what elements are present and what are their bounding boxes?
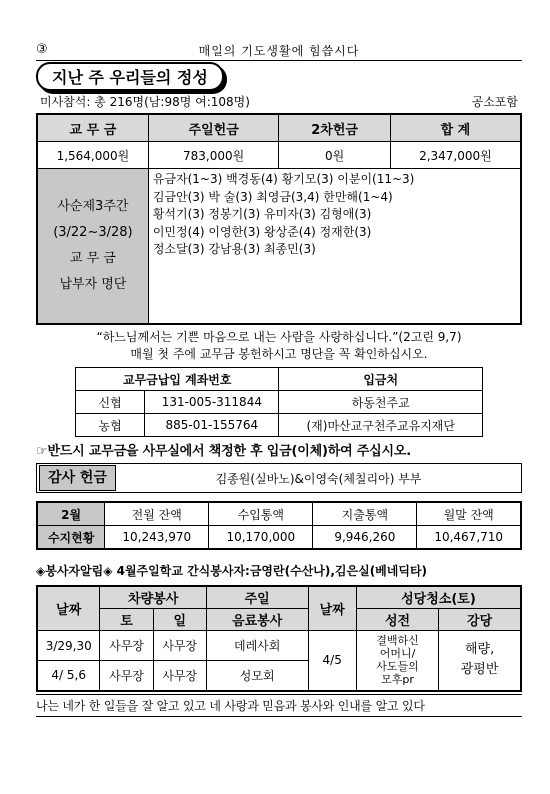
volunteer-sun: 사무장 xyxy=(153,631,206,661)
volunteer-header-vehicle: 차량봉사 xyxy=(100,586,206,609)
finance-value: 10,243,970 xyxy=(105,526,209,550)
section-banner xyxy=(36,63,522,89)
finance-month: 2월 xyxy=(37,502,105,526)
clean-sanctuary-line: 결백하신 xyxy=(376,634,419,648)
account-holder: 하동천주교 xyxy=(279,391,483,414)
page-header xyxy=(36,40,522,60)
account-header: 교무금납입 계좌번호 xyxy=(76,368,279,391)
finance-value: 10,170,000 xyxy=(209,526,313,550)
payers-label-line: 사순제3주간 xyxy=(57,199,129,214)
offering-value-sunday: 783,000원 xyxy=(148,142,279,169)
volunteer-header-date: 날짜 xyxy=(37,586,100,631)
payers-label-line: (3/22~3/28) xyxy=(53,225,133,240)
account-number: 885-01-155764 xyxy=(145,414,279,437)
quote-line: “하느님께서는 기쁜 마음으로 내는 사람을 사랑하십니다.”(2고린 9,7) xyxy=(96,330,462,344)
thanks-label: 감사 헌금 xyxy=(39,465,116,491)
clean-hall-line: 해량, xyxy=(464,642,495,658)
offering-header-second: 2차헌금 xyxy=(279,114,390,142)
volunteer-title: ◈봉사자알림◈ 4월주일학교 간식봉사자:금영란(수산나),김은실(베네딕타) xyxy=(36,564,428,578)
payment-notice: ☞반드시 교무금을 사무실에서 책정한 후 입금(이체)하여 주십시오. xyxy=(36,444,411,459)
account-table xyxy=(75,367,483,437)
quote-line: 매월 첫 주에 교무금 봉헌하시고 명단을 꼭 확인하십시오. xyxy=(130,347,428,361)
finance-header: 수입통액 xyxy=(209,502,313,526)
volunteer-drink: 데레사회 xyxy=(206,631,308,661)
volunteer-header-sat: 토 xyxy=(100,609,153,631)
finance-header: 월말 잔액 xyxy=(417,502,521,526)
offering-table xyxy=(36,113,522,325)
attendance-text: 미사참석: 총 216명(남:98명 여:108명) xyxy=(40,95,250,109)
volunteer-header-hall: 강당 xyxy=(439,609,521,631)
offering-value-dues: 1,564,000원 xyxy=(37,142,148,169)
clean-sanctuary-line: 사도들의 xyxy=(376,660,419,674)
finance-value: 9,946,260 xyxy=(313,526,417,550)
page-number: ③ xyxy=(36,42,48,57)
account-holder: (재)마산교구천주교유지재단 xyxy=(279,414,483,437)
clean-sanctuary-line: 모후pr xyxy=(381,673,414,687)
payers-line: 정소달(3) 강남용(3) 최종민(3) xyxy=(152,242,316,256)
offering-header-dues: 교 무 금 xyxy=(37,114,148,142)
clean-date: 4/5 xyxy=(308,631,356,691)
scripture-quote xyxy=(36,329,522,363)
volunteer-header-clean: 성당청소(토) xyxy=(356,586,521,609)
payers-label-line: 교 무 금 xyxy=(69,251,116,266)
payers-label-line: 납부자 명단 xyxy=(59,277,127,292)
volunteer-table xyxy=(36,585,522,692)
attendance-note: 공소포함 xyxy=(471,95,518,109)
finance-table xyxy=(36,501,522,550)
volunteer-sat: 사무장 xyxy=(100,661,153,691)
volunteer-drink: 성모회 xyxy=(206,661,308,691)
header-slogan: 매일의 기도생활에 힘씁시다 xyxy=(198,44,360,58)
finance-header: 지출통액 xyxy=(313,502,417,526)
payers-line: 유금자(1~3) 백경동(4) 황기모(3) 이분이(11~3) xyxy=(152,172,415,186)
volunteer-header-sun: 일 xyxy=(153,609,206,631)
payers-list xyxy=(148,169,521,325)
thanks-names: 김종원(실바노)&이영숙(체칠리아) 부부 xyxy=(215,471,422,486)
volunteer-sun: 사무장 xyxy=(153,661,206,691)
finance-label: 수지현황 xyxy=(37,526,105,550)
account-bank: 신협 xyxy=(76,391,145,414)
holder-header: 입금처 xyxy=(279,368,483,391)
clean-sanctuary xyxy=(356,631,438,691)
volunteer-header-date2: 날짜 xyxy=(308,586,356,631)
account-bank: 농협 xyxy=(76,414,145,437)
payers-line: 이민정(4) 이영한(3) 왕상준(4) 정재한(3) xyxy=(152,224,372,239)
volunteer-sat: 사무장 xyxy=(100,631,153,661)
offering-header-total: 합 계 xyxy=(390,114,521,142)
attendance-row xyxy=(36,93,522,110)
footer-verse: 나는 네가 한 일들을 잘 알고 있고 네 사랑과 믿음과 봉사와 인내를 알고 있다 xyxy=(36,694,522,717)
payers-line: 김금안(3) 박 술(3) 최영금(3,4) 한만해(1~4) xyxy=(152,189,393,204)
clean-hall xyxy=(439,631,521,691)
volunteer-date: 3/29,30 xyxy=(37,631,100,661)
finance-value: 10,467,710 xyxy=(417,526,521,550)
offering-value-total: 2,347,000원 xyxy=(390,142,521,169)
header-divider xyxy=(36,60,522,61)
account-number: 131-005-311844 xyxy=(145,391,279,414)
payers-label xyxy=(37,169,148,325)
finance-header: 전월 잔액 xyxy=(105,502,209,526)
clean-sanctuary-line: 어머니/ xyxy=(379,647,416,661)
thanks-offering-row xyxy=(36,463,522,493)
offering-header-sunday: 주일헌금 xyxy=(148,114,279,142)
offering-value-second: 0원 xyxy=(279,142,390,169)
banner-title: 지난 주 우리들의 정성 xyxy=(36,62,224,91)
bulletin-page xyxy=(36,40,522,717)
volunteer-header-drink2: 음료봉사 xyxy=(206,609,308,631)
payers-line: 황석기(3) 정봉기(3) 유미자(3) 김형애(3) xyxy=(152,207,372,221)
volunteer-date: 4/ 5,6 xyxy=(37,661,100,691)
clean-hall-line: 광평반 xyxy=(460,662,499,678)
volunteer-header-drink1: 주일 xyxy=(206,586,308,609)
volunteer-header-sanctuary: 성전 xyxy=(356,609,438,631)
